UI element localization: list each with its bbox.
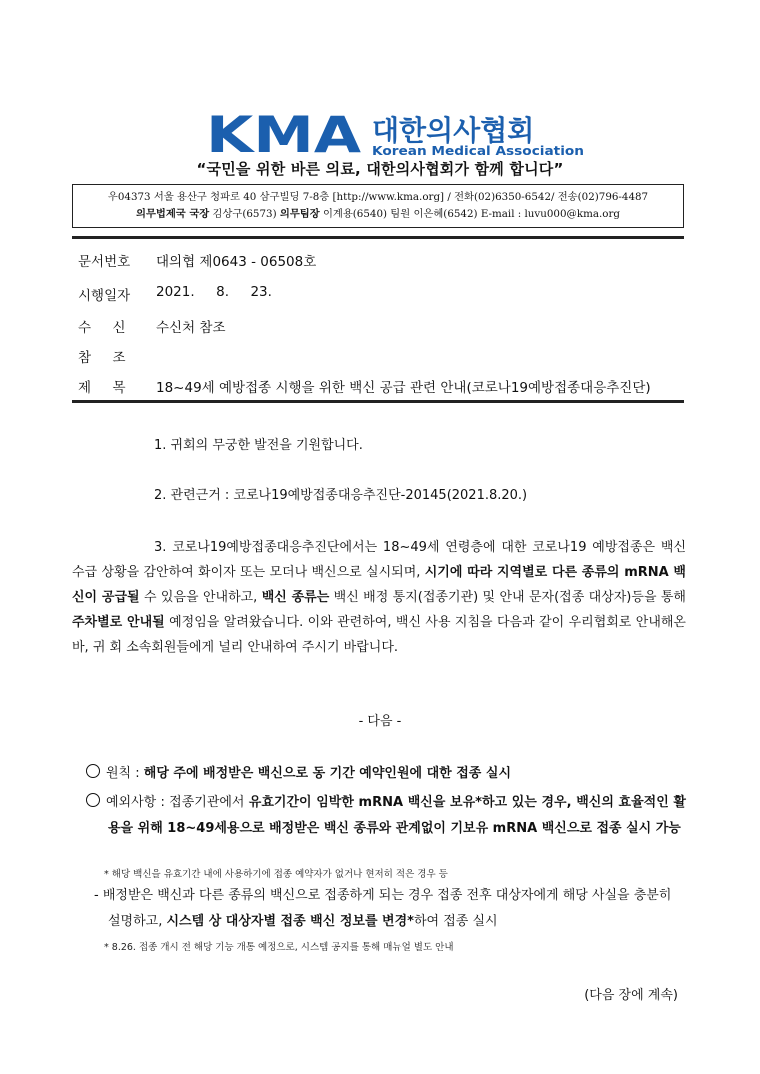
meta-value: 대의협 제0643 - 06508호 <box>156 254 317 270</box>
contact-label-director: 의무법제국 국장 <box>136 208 210 220</box>
org-name-ko: 대한의사협회 <box>372 114 535 147</box>
meta-label: 수 신 <box>78 320 126 336</box>
principle-text: 해당 주에 배정받은 백신으로 동 기간 예약인원에 대한 접종 실시 <box>143 766 512 781</box>
contact-label-team: 의무팀장 <box>279 208 320 220</box>
p3-text-g: 예정임을 알려왔습니다. 이와 관련하여, 백신 사용 지침을 다음과 같이 우리협회로 안내해온 바, 귀 회 소속회원들에게 널리 안내하여 주시기 바랍니다. <box>72 615 686 655</box>
exception-text: 유효기간이 임박한 mRNA 백신을 보유*하고 있는 경우, 백신의 효율적인 활용을 위해 18~49세용으로 배정받은 백신 종류와 관계없이 기보유 mRNA 백신으로 접종 실시 가능 <box>108 795 686 836</box>
header-rule-bottom <box>72 400 684 403</box>
dash-text-c: 하여 접종 실시 <box>413 914 498 929</box>
meta-value: 18~49세 예방접종 시행을 위한 백신 공급 관련 안내(코로나19예방접종대응추진단) <box>156 380 651 396</box>
principle-item <box>86 762 686 786</box>
note-1: * 해당 백신을 유효기간 내에 사용하기에 접종 예약자가 없거나 현저히 적은 경우 등 <box>104 869 448 880</box>
meta-label: 문서번호 <box>78 254 131 270</box>
meta-value: 2021. 8. 23. <box>156 284 272 300</box>
p3-bold-f: 주차별로 안내될 <box>72 615 165 630</box>
meta-label: 참 조 <box>78 350 126 366</box>
paragraph-1: 1. 귀회의 무궁한 발전을 기원합니다. <box>154 438 363 453</box>
circle-bullet-icon <box>86 764 100 778</box>
p3-text-a: 3. 코로나19예방접종대응추진단에서는 18~49세 연령층에 대한 코로나19 예방접종은 백신 수급 상황을 감안하여 화이자 또는 모더나 백신으로 실시되며, <box>72 540 686 580</box>
contact-line-1: 우04373 서울 용산구 청파로 40 삼구빌딩 7-8층 [http://www.kma.org] / 전화(02)6350-6542/ 전송(02)796-4487 <box>107 191 649 203</box>
exception-label: 예외사항 : 접종기관에서 <box>106 795 249 810</box>
meta-label: 시행일자 <box>78 288 131 304</box>
meta-label: 제 목 <box>78 380 126 396</box>
p3-bold-d: 백신 종류는 <box>261 590 330 605</box>
contact-text-team: 이계용(6540) 팀원 이은혜(6542) E-mail : luvu000@kma.org <box>319 208 620 220</box>
logo-text: KMA <box>206 112 362 158</box>
org-name-en: Korean Medical Association <box>372 143 584 158</box>
exception-item <box>86 790 686 842</box>
slogan: “국민을 위한 바른 의료, 대한의사협회가 함께 합니다” <box>196 160 564 178</box>
contact-text-director: 김상구(6573) <box>209 208 280 220</box>
continued-note: (다음 장에 계속) <box>584 988 678 1003</box>
p3-text-c: 수 있음을 안내하고, <box>139 590 262 605</box>
kma-logo <box>206 112 686 158</box>
paragraph-3 <box>72 535 686 660</box>
dash-bold-b: 시스템 상 대상자별 접종 백신 정보를 변경* <box>166 914 414 929</box>
meta-value: 수신처 참조 <box>156 320 226 336</box>
dash-text-a: - 배정받은 백신과 다른 종류의 백신으로 접종하게 되는 경우 접종 전후 대상자에게 해당 사실을 충분히 설명하고, <box>94 888 672 929</box>
following-heading: - 다음 - <box>358 714 402 729</box>
header-rule-top <box>72 236 684 239</box>
dash-item <box>94 883 686 935</box>
p3-bold-b: 시기에 따라 지역별로 다른 종류의 mRNA 백신이 공급될 <box>72 565 686 605</box>
contact-line-2 <box>73 206 683 223</box>
p3-text-e: 백신 배정 통지(접종기관) 및 안내 문자(접종 대상자)등을 통해 <box>329 590 686 605</box>
contact-box <box>72 184 684 228</box>
circle-bullet-icon <box>86 793 100 807</box>
note-2: * 8.26. 접종 개시 전 해당 기능 개통 예정으로, 시스템 공지를 통해 매뉴얼 별도 안내 <box>104 942 454 953</box>
paragraph-2: 2. 관련근거 : 코로나19예방접종대응추진단-20145(2021.8.20.) <box>154 488 528 503</box>
principle-label: 원칙 : <box>106 766 144 781</box>
